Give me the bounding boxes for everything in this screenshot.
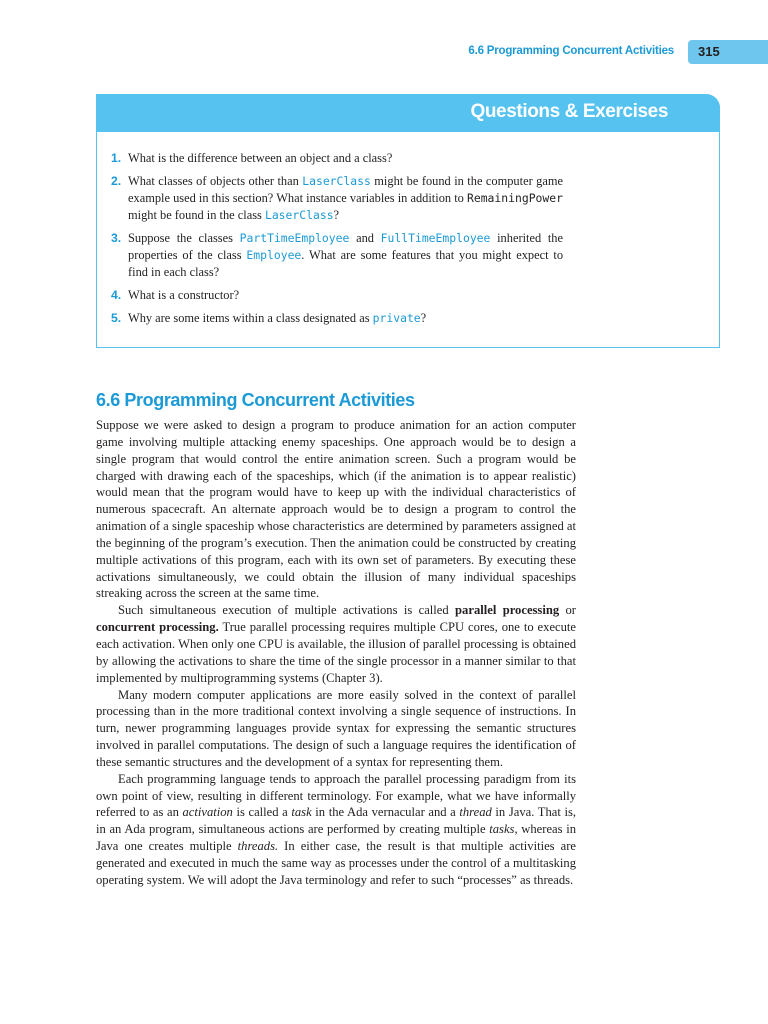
running-header [0,44,768,66]
question-text: Suppose the classes [128,231,240,245]
question-number: 1. [111,151,122,165]
body-paragraph-3: Many modern computer applications are more easily solved in the context of parallel processing than in the more traditional context involving a single sequence of instructions. In turn, newer programming languages provide syntax for expressing the semantic structures involved in parallel computations. The design of such a language requires the identification of these semantic structures and the development of a syntax for representing them. [96,687,576,769]
code-term: LaserClass [264,208,334,222]
body-paragraph-1: Suppose we were asked to design a program to produce animation for an action computer game involving multiple attacking enemy spaceships. One approach would be to design a single program that would control the entire animation screen. Such a program would be charged with drawing each of the spaceships, which (if the animation is to appear realistic) would mean that the program would have to keep up with the individual characteristics of numerous spacecraft. An alternate approach would be to design a program to control the animation of a single spaceship whose characteristics are determined by parameters assigned at the beginning of the program’s execution. Then the animation could be constructed by creating multiple activations of this program, each with its own set of parameters. By executing these activations simultaneously, we could obtain the illusion of many individual spaceships streaking across the screen at the same time. [96,418,576,601]
italic-term: thread [459,805,492,820]
question-text: What classes of objects other than [128,174,303,188]
paragraph-text: In either case, the result is that multiple activities are generated and executed in much the same way as processes under the control of a multitasking operating system. We will adopt the Java terminology and refer to such “processes” as threads. [96,839,577,887]
question-number: 4. [111,288,122,302]
question-item-2 [111,173,563,224]
paragraph-text: whereas in Java one creates multiple [96,822,576,854]
italic-term: threads. [237,839,279,854]
question-text: ? [420,311,427,325]
questions-exercises-header [96,94,720,132]
paragraph-text: Each programming language tends to approach the parallel processing paradigm from its own point of view, resulting in different terminology. For example, what we have informally referred to as an [96,771,576,820]
code-term: private [372,311,421,325]
question-text: inherited the properties of the class [128,231,563,262]
section-heading: 6.6 Programming Concurrent Activities [96,390,415,410]
page-number: 315 [698,44,720,59]
italic-term: tasks, [489,822,518,837]
question-item-5 [111,310,563,327]
question-text: Why are some items within a class designated as [128,311,373,325]
paragraph-text: or [559,603,577,618]
body-paragraph-4 [96,771,576,889]
body-paragraph-2 [96,602,576,686]
question-text: . What are some features that you might expect to find in each class? [128,248,564,279]
page-number-tab [688,40,768,64]
code-term: LaserClass [302,174,371,188]
code-term: RemainingPower [466,191,563,205]
question-number: 3. [111,231,122,245]
question-text: might be found in the computer game example used in this section? What instance variables in addition to [128,174,563,205]
question-text: What is a constructor? [128,288,240,302]
paragraph-text: in Java. That is, in an Ada program, simultaneous actions are performed by creating multiple [96,805,576,837]
key-term: parallel processing [455,603,560,618]
question-text: What is the difference between an object and a class? [128,151,393,165]
code-term: Employee [246,248,302,262]
paragraph-text: is called a [232,805,292,820]
italic-term: activation [182,805,233,820]
paragraph-text: True parallel processing requires multiple CPU cores, one to execute each activation. When only one CPU is available, the illusion of parallel processing is obtained by allowing the activations to share the time of the single processor in a manner similar to that implemented by multiprogramming systems (Chapter 3). [96,620,577,685]
question-item-4 [111,287,563,304]
questions-exercises-box [96,94,720,348]
question-number: 5. [111,311,122,325]
question-text: and [349,231,381,245]
question-item-3 [111,230,563,281]
paragraph-text: in the Ada vernacular and a [311,805,460,820]
question-item-1 [111,150,563,167]
code-term: FullTimeEmployee [380,231,491,245]
paragraph-text: Such simultaneous execution of multiple activations is called [118,603,456,618]
section-body [96,417,576,889]
running-title: 6.6 Programming Concurrent Activities [468,45,674,57]
key-term: concurrent processing. [96,620,219,635]
questions-exercises-title: Questions & Exercises [470,101,668,122]
code-term: PartTimeEmployee [239,231,350,245]
question-text: ? [333,208,340,222]
question-text: might be found in the class [128,208,265,222]
question-number: 2. [111,174,122,188]
questions-list [111,150,563,333]
italic-term: task [291,805,312,820]
